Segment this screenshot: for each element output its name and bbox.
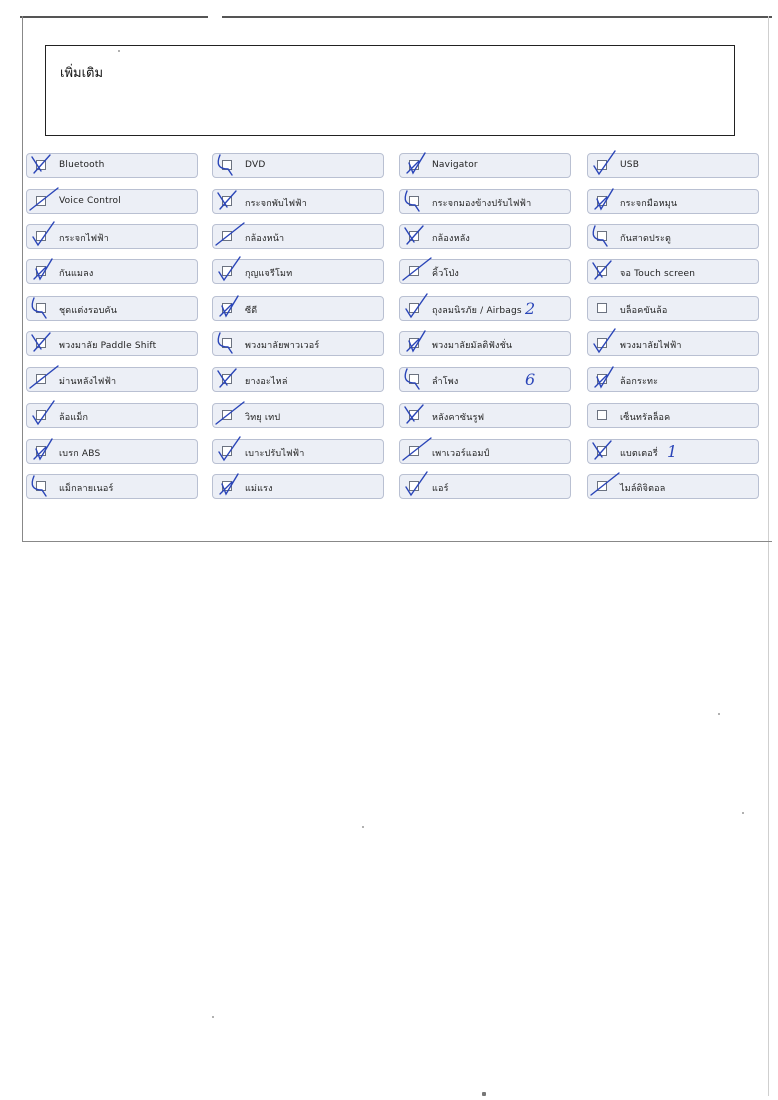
checklist-item[interactable] (26, 189, 198, 214)
checkbox[interactable] (222, 231, 232, 241)
checkbox[interactable] (222, 481, 232, 491)
checkbox[interactable] (409, 338, 419, 348)
checklist-item[interactable] (212, 153, 384, 178)
checklist-item-label: พวงมาลัยไฟฟ้า (620, 341, 682, 351)
checklist-item-label: Bluetooth (59, 160, 105, 170)
checkbox[interactable] (222, 160, 232, 170)
checkbox[interactable] (222, 196, 232, 206)
checkbox[interactable] (409, 266, 419, 276)
checklist-item-label: ล้อกระทะ (620, 377, 659, 387)
checklist-item-label: บล็อคขันล้อ (620, 306, 668, 316)
checkbox[interactable] (597, 196, 607, 206)
checkbox[interactable] (36, 160, 46, 170)
checklist-item[interactable] (26, 224, 198, 249)
checklist-item[interactable] (587, 474, 759, 499)
checkbox[interactable] (597, 410, 607, 420)
checklist-item-label: กระจกมองข้างปรับไฟฟ้า (432, 199, 532, 209)
checklist-item-label: ม่านหลังไฟฟ้า (59, 377, 117, 387)
checklist-item[interactable] (587, 403, 759, 428)
checklist-item[interactable] (399, 259, 571, 284)
checklist-item[interactable] (26, 153, 198, 178)
checklist-item[interactable] (212, 224, 384, 249)
handwritten-quantity: 1 (667, 442, 678, 461)
checklist-item-label: แอร์ (432, 484, 449, 494)
checkbox[interactable] (36, 196, 46, 206)
checklist-item-label: Voice Control (59, 196, 121, 206)
checklist-item-label: DVD (245, 160, 266, 170)
checklist-item-label: พวงมาลัยพาวเวอร์ (245, 341, 320, 351)
scan-speck (362, 826, 364, 828)
checklist-item[interactable] (26, 331, 198, 356)
scan-speck (742, 812, 744, 814)
checklist-item[interactable] (587, 367, 759, 392)
checkbox[interactable] (36, 481, 46, 491)
checkbox[interactable] (409, 374, 419, 384)
checklist-item[interactable] (587, 153, 759, 178)
checklist-item[interactable] (399, 296, 571, 321)
checklist-item[interactable] (26, 259, 198, 284)
checklist-item-label: กุญแจรีโมท (245, 269, 293, 279)
checklist-item[interactable] (26, 474, 198, 499)
checklist-item-label: Navigator (432, 160, 478, 170)
checkbox[interactable] (36, 374, 46, 384)
checklist-item-label: แบตเตอรี่ (620, 449, 658, 459)
checkbox[interactable] (222, 446, 232, 456)
checkbox[interactable] (409, 160, 419, 170)
checklist-item[interactable] (399, 439, 571, 464)
checklist-item-label: ล้อแม็ก (59, 413, 89, 423)
checkbox[interactable] (409, 303, 419, 313)
checkbox[interactable] (222, 338, 232, 348)
checklist-item-label: เบาะปรับไฟฟ้า (245, 449, 305, 459)
checklist-item[interactable] (399, 224, 571, 249)
checklist-item-label: เบรก ABS (59, 449, 101, 459)
checklist-item[interactable] (399, 153, 571, 178)
checkbox[interactable] (222, 303, 232, 313)
checkbox[interactable] (36, 410, 46, 420)
checklist-item-label: ลำโพง (432, 377, 459, 387)
checklist-item-label: กล้องหน้า (245, 234, 285, 244)
checkbox[interactable] (597, 231, 607, 241)
checklist-item-label: กระจกพับไฟฟ้า (245, 199, 308, 209)
notes-box[interactable] (45, 45, 735, 136)
checkbox[interactable] (36, 231, 46, 241)
checklist-item[interactable] (212, 331, 384, 356)
checklist-item[interactable] (399, 331, 571, 356)
checklist-item[interactable] (587, 259, 759, 284)
checklist-item[interactable] (212, 474, 384, 499)
checklist-item-label: กล้องหลัง (432, 234, 471, 244)
checklist-item-label: แม็กลายเนอร์ (59, 484, 114, 494)
checkbox[interactable] (36, 266, 46, 276)
checklist-item[interactable] (212, 189, 384, 214)
checklist-item-label: วิทยุ เทป (245, 413, 281, 423)
checkbox[interactable] (409, 410, 419, 420)
checklist-item-label: กระจกไฟฟ้า (59, 234, 109, 244)
checkbox[interactable] (36, 338, 46, 348)
checklist-item[interactable] (587, 331, 759, 356)
checklist-item[interactable] (587, 439, 759, 464)
checklist-item-label: ไมล์ดิจิตอล (620, 484, 666, 494)
checkbox[interactable] (222, 374, 232, 384)
checkbox[interactable] (597, 303, 607, 313)
checklist-item[interactable] (399, 367, 571, 392)
checklist-item-label: กันแมลง (59, 269, 94, 279)
checklist-item-label: พวงมาลัยมัลติฟังชั่น (432, 341, 513, 351)
checklist-item-label: เพาเวอร์แอมป์ (432, 449, 490, 459)
checkbox[interactable] (36, 446, 46, 456)
checkbox[interactable] (597, 266, 607, 276)
scan-speck (118, 50, 120, 52)
checklist-item-label: ยางอะไหล่ (245, 377, 288, 387)
checklist-item-label: USB (620, 160, 640, 170)
scan-speck (718, 713, 720, 715)
checklist-item-label: หลังคาซันรูฟ (432, 413, 485, 423)
checkbox[interactable] (597, 374, 607, 384)
checklist-item[interactable] (26, 296, 198, 321)
checkbox[interactable] (36, 303, 46, 313)
checklist-item[interactable] (26, 403, 198, 428)
scan-speck (212, 1016, 214, 1018)
checklist-item[interactable] (399, 403, 571, 428)
checklist-item[interactable] (587, 296, 759, 321)
checklist-item[interactable] (587, 224, 759, 249)
checkbox[interactable] (597, 481, 607, 491)
checklist-item-label: จอ Touch screen (620, 269, 696, 279)
checklist-item[interactable] (212, 439, 384, 464)
checkbox[interactable] (409, 481, 419, 491)
checkbox[interactable] (222, 410, 232, 420)
handwritten-quantity: 6 (525, 370, 536, 389)
scan-speck (482, 1092, 486, 1096)
checkbox[interactable] (597, 160, 607, 170)
checklist-item[interactable] (212, 367, 384, 392)
checkbox[interactable] (597, 446, 607, 456)
checklist-item[interactable] (399, 189, 571, 214)
checkbox[interactable] (409, 446, 419, 456)
checklist-item[interactable] (212, 296, 384, 321)
checklist-item[interactable] (212, 403, 384, 428)
checklist-item[interactable] (26, 367, 198, 392)
checklist-item[interactable] (212, 259, 384, 284)
checkbox[interactable] (222, 266, 232, 276)
checklist-item-label: ถุงลมนิรภัย / Airbags (432, 306, 522, 316)
handwritten-quantity: 2 (525, 299, 536, 318)
checklist-item-label: พวงมาลัย Paddle Shift (59, 341, 157, 351)
checklist-item-label: กระจกมือหมุน (620, 199, 678, 209)
checklist-item-label: แม่แรง (245, 484, 273, 494)
checklist-item-label: เซ็นทรัลล็อค (620, 413, 671, 423)
checkbox[interactable] (409, 231, 419, 241)
checklist-item[interactable] (399, 474, 571, 499)
checklist-item[interactable] (26, 439, 198, 464)
checklist-item-label: กันสาดประตู (620, 234, 672, 244)
checklist-item-label: ชุดแต่งรอบคัน (59, 306, 118, 316)
notes-label: เพิ่มเติม (60, 66, 104, 81)
checklist-item[interactable] (587, 189, 759, 214)
checklist-item-label: ซีดี (245, 306, 258, 316)
checkbox[interactable] (597, 338, 607, 348)
checkbox[interactable] (409, 196, 419, 206)
checklist-item-label: คิ้วโป่ง (432, 269, 460, 279)
